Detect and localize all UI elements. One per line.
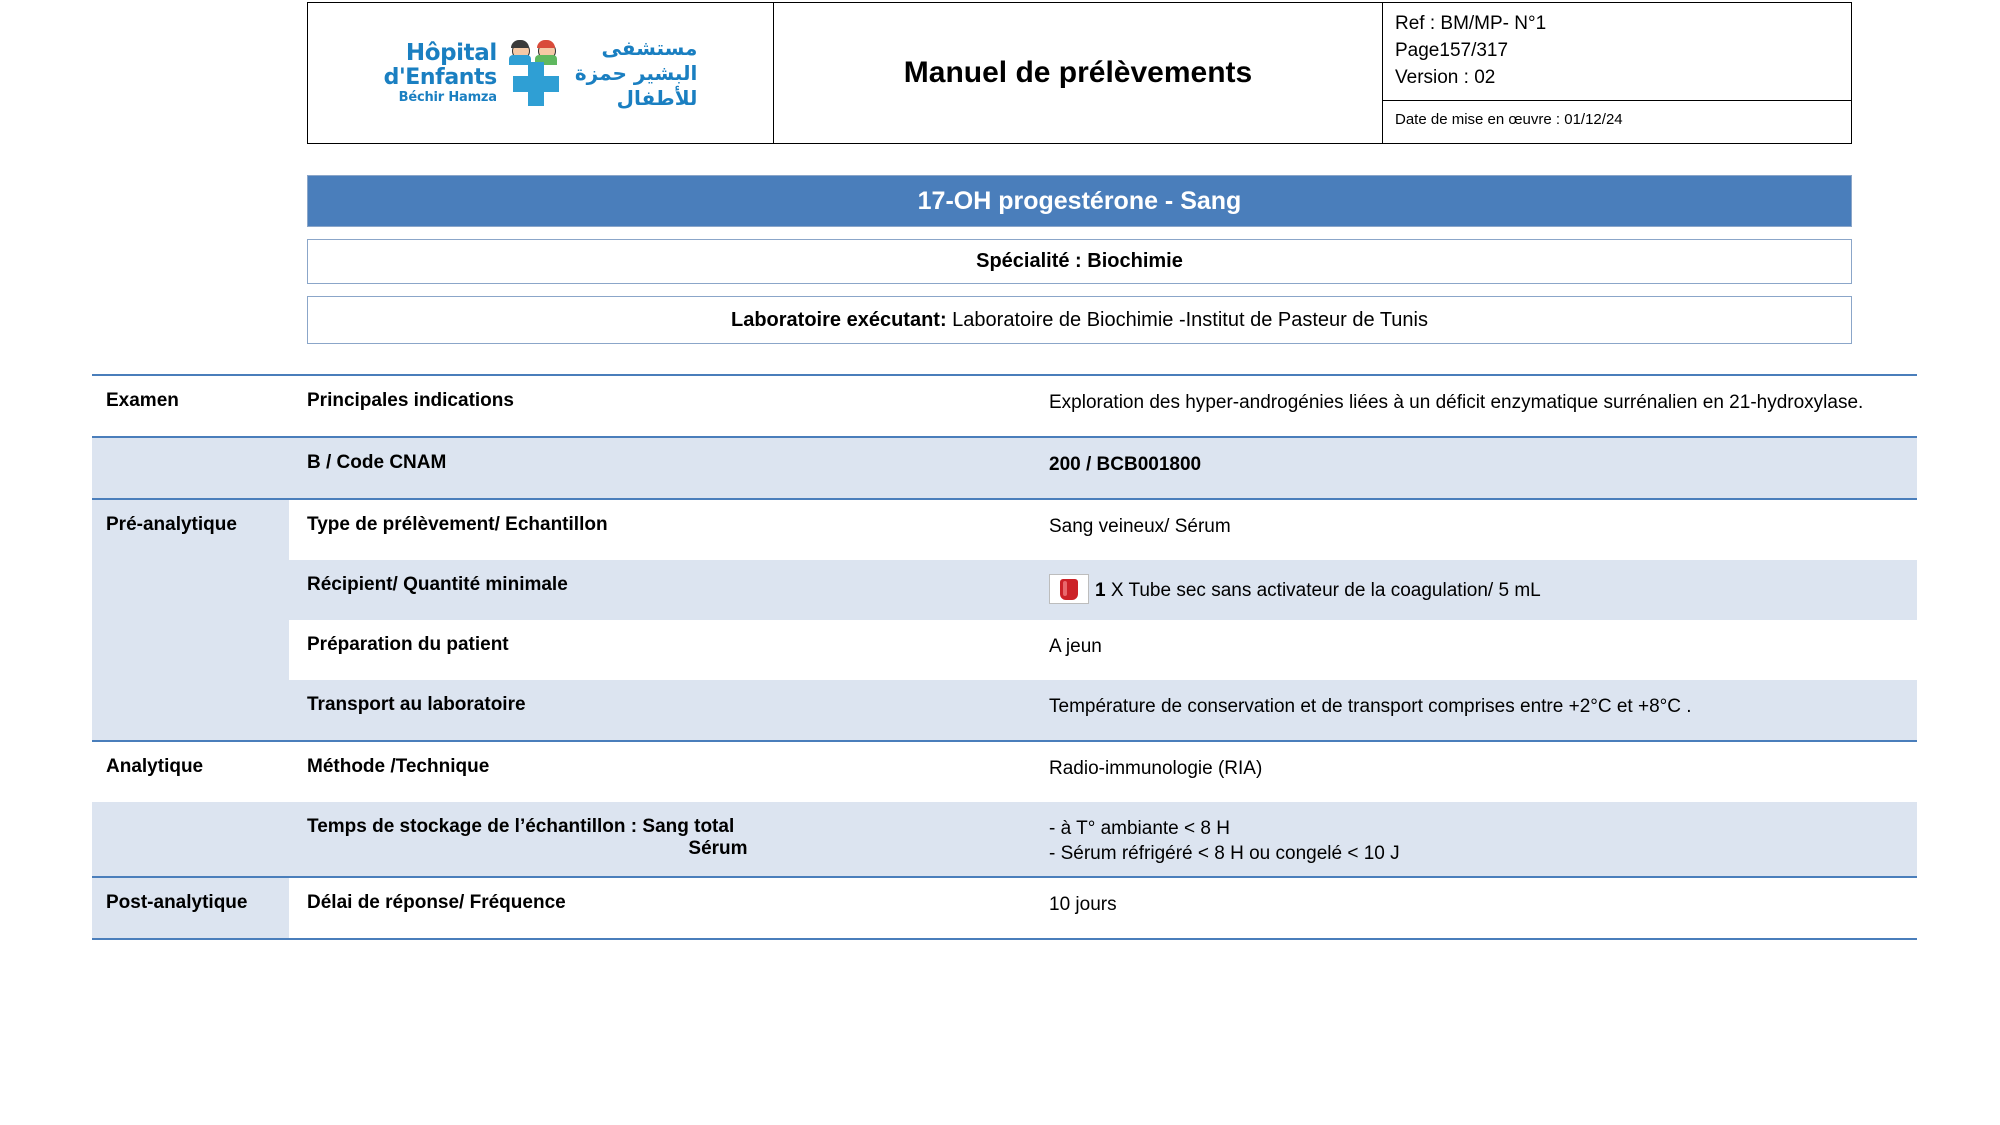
logo-ar-line2: البشير حمزة (574, 60, 698, 85)
table-row (92, 878, 1917, 938)
executing-lab-value: Laboratoire de Biochimie -Institut de Pasteur de Tunis (946, 308, 1428, 331)
storage-label-line1: Temps de stockage de l’échantillon : Sang total (307, 816, 735, 837)
logo-ar-line1: مستشفى (601, 35, 698, 60)
row-label (289, 802, 1049, 876)
row-value: Radio-immunologie (RIA) (1049, 758, 1263, 779)
document-title: Manuel de prélèvements (903, 56, 1253, 89)
child-figure-left-icon (509, 40, 531, 64)
category-spacer (92, 802, 289, 876)
tube-count: 1 (1095, 580, 1106, 601)
header-meta-block (1383, 3, 1851, 101)
doc-page: Page157/317 (1395, 39, 1509, 61)
row-label: Récipient/ Quantité minimale (307, 574, 568, 595)
storage-value-line1: - à T° ambiante < 8 H (1049, 818, 1230, 839)
executing-lab-label: Laboratoire exécutant: (731, 308, 947, 331)
doc-ref: Ref : BM/MP- N°1 (1395, 13, 1547, 34)
category-spacer (92, 560, 289, 620)
exam-details-table (92, 374, 1917, 940)
row-value: Température de conservation et de transport comprises entre +2°C et +8°C . (1049, 696, 1692, 717)
row-value (1049, 560, 1917, 620)
row-value: 200 / BCB001800 (1049, 454, 1202, 475)
tube-description: X Tube sec sans activateur de la coagulation/ 5 mL (1105, 580, 1541, 601)
category-spacer (92, 680, 289, 740)
storage-value-line2: - Sérum réfrigéré < 8 H ou congelé < 10 J (1049, 843, 1400, 865)
category-spacer (92, 620, 289, 680)
logo-line-denfants: d'Enfants (383, 65, 497, 91)
header-logo-cell (308, 3, 774, 143)
logo-french-text (384, 41, 497, 106)
logo-arabic-text (575, 36, 698, 111)
specialty-row: Spécialité : Biochimie (307, 239, 1852, 284)
row-value: 10 jours (1049, 894, 1117, 916)
table-row (92, 500, 1917, 560)
header-meta-cell (1383, 3, 1851, 143)
hospital-cross-icon (505, 40, 567, 106)
hospital-logo (384, 36, 698, 111)
row-label: Préparation du patient (307, 634, 509, 655)
header-title-cell (774, 3, 1383, 143)
table-row (92, 680, 1917, 740)
row-label: Transport au laboratoire (307, 694, 526, 715)
doc-version: Version : 02 (1395, 66, 1496, 88)
row-label: Type de prélèvement/ Echantillon (307, 514, 608, 535)
category-pre-analytique: Pré-analytique (92, 500, 289, 560)
row-value: A jeun (1049, 636, 1102, 657)
child-figure-right-icon (535, 40, 557, 64)
row-label: Méthode /Technique (307, 756, 490, 777)
logo-line-bechirhamza: Béchir Hamza (398, 89, 497, 105)
table-row (92, 620, 1917, 680)
category-post-analytique: Post-analytique (92, 878, 289, 938)
document-header (307, 2, 1852, 144)
row-value: Sang veineux/ Sérum (1049, 516, 1231, 537)
exam-title-banner: 17-OH progestérone - Sang (307, 175, 1852, 227)
storage-label-line2: Sérum (688, 838, 748, 859)
table-row (92, 742, 1917, 802)
table-row (92, 802, 1917, 876)
table-row (92, 560, 1917, 620)
category-examen: Examen (106, 390, 179, 411)
row-label: Principales indications (307, 390, 514, 411)
doc-effective-date: Date de mise en œuvre : 01/12/24 (1395, 111, 1623, 128)
category-analytique: Analytique (106, 756, 204, 777)
blood-tube-icon (1049, 574, 1089, 604)
logo-line-hopital: Hôpital (405, 39, 497, 66)
row-value: Exploration des hyper-androgénies liées à un déficit enzymatique surrénalien en 21-hydroxylase. (1049, 392, 1864, 413)
logo-ar-line3: للأطفال (616, 85, 698, 110)
cross-shape-icon (513, 62, 559, 106)
category-spacer (92, 438, 289, 498)
executing-lab-row (307, 296, 1852, 344)
row-label: Délai de réponse/ Fréquence (307, 892, 566, 914)
table-row (92, 376, 1917, 436)
table-row (92, 438, 1917, 498)
row-label: B / Code CNAM (307, 452, 447, 473)
row-value (1049, 802, 1917, 876)
